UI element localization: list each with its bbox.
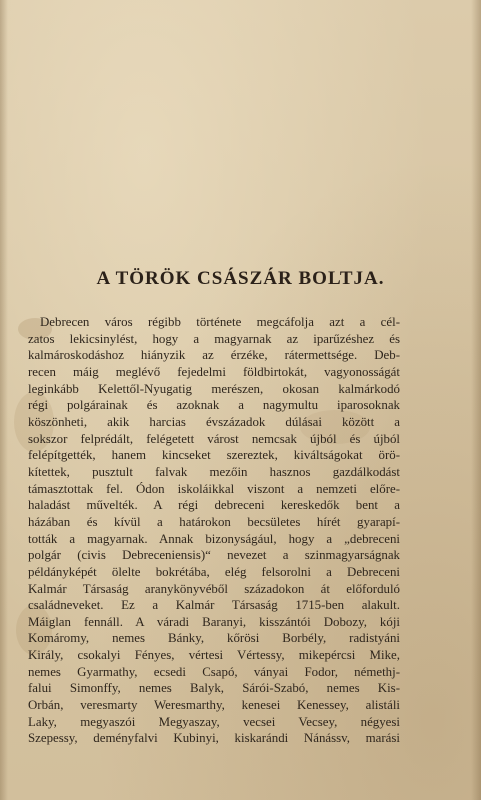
text-line: Szepessy, deményfalvi Kubinyi, kiskarándi Nánássv, marási — [28, 731, 400, 746]
text-line: haladást művelték. A régi debreceni kereskedők bent a — [28, 498, 400, 513]
text-line: családneveket. Ez a Kalmár Társaság 1715-ben alakult. — [28, 598, 400, 613]
text-line: Laky, megyaszói Megyaszay, vecsei Vecsey, négyesi — [28, 714, 400, 729]
text-line: támasztottak fel. Ódon iskoláikkal viszont a nemzeti előre- — [28, 481, 400, 496]
text-line: kalmároskodáshoz hiányzik az érzéke, rátermettsége. Deb- — [28, 348, 400, 363]
text-line: házában és kívül a határokon becsületes hírét gyarapí- — [28, 514, 400, 529]
text-line: Király, csokalyi Fényes, vértesi Vértessy, mikepércsi Mike, — [28, 648, 400, 663]
text-line: recen máig meglévő fejedelmi földbirtokát, vagyonosságát — [28, 364, 400, 379]
text-line: zatos lekicsinylést, hogy a magyarnak az iparűzéshez és — [28, 331, 400, 346]
text-line: kítettek, pusztult falvak mezőin hasznos gazdálkodást — [28, 464, 400, 479]
text-line: leginkább Kelettől-Nyugatig merészen, okosan kalmárkodó — [28, 381, 400, 396]
text-line: köszönheti, akik harcias évszázadok dúlásai között a — [28, 414, 400, 429]
body-paragraph — [28, 314, 400, 747]
text-line: Komáromy, nemes Bánky, kőrösi Borbély, radistyáni — [28, 631, 400, 646]
text-line: nemes Gyarmathy, ecsedi Csapó, ványai Fodor, némethj- — [28, 664, 400, 679]
text-line: polgár (civis Debreceniensis)“ nevezet a szinmagyarságnak — [28, 548, 400, 563]
text-line: Kalmár Társaság aranykönyvéből századokon át előforduló — [28, 581, 400, 596]
text-line: sokszor felprédált, felégetett várost nemcsak újból és újból — [28, 431, 400, 446]
text-line: példányképét ölelte bokrétába, elég felsorolni a Debreceni — [28, 564, 400, 579]
text-line: tották a magyarnak. Annak bizonyságául, hogy a „debreceni — [28, 531, 400, 546]
text-line: felépítgették, hanem kincseket szereztek, kiváltságokat örö- — [28, 448, 400, 463]
page-right-edge-shadow — [471, 0, 481, 800]
text-line: Orbán, veresmarty Weresmarthy, kenesei Kenessey, alistáli — [28, 698, 400, 713]
text-line: falui Simonffy, nemes Balyk, Sárói-Szabó, nemes Kis- — [28, 681, 400, 696]
chapter-title: A TÖRÖK CSÁSZÁR BOLTJA. — [96, 268, 385, 289]
text-line: Debrecen város régibb története megcáfolja azt a cél- — [40, 315, 400, 329]
page-left-edge-shadow — [0, 0, 8, 800]
text-line: Máiglan fennáll. A váradi Baranyi, kisszántói Dobozy, kóji — [28, 614, 400, 629]
text-line: régi polgárainak és azoknak a nagymultu iparosoknak — [28, 398, 400, 413]
